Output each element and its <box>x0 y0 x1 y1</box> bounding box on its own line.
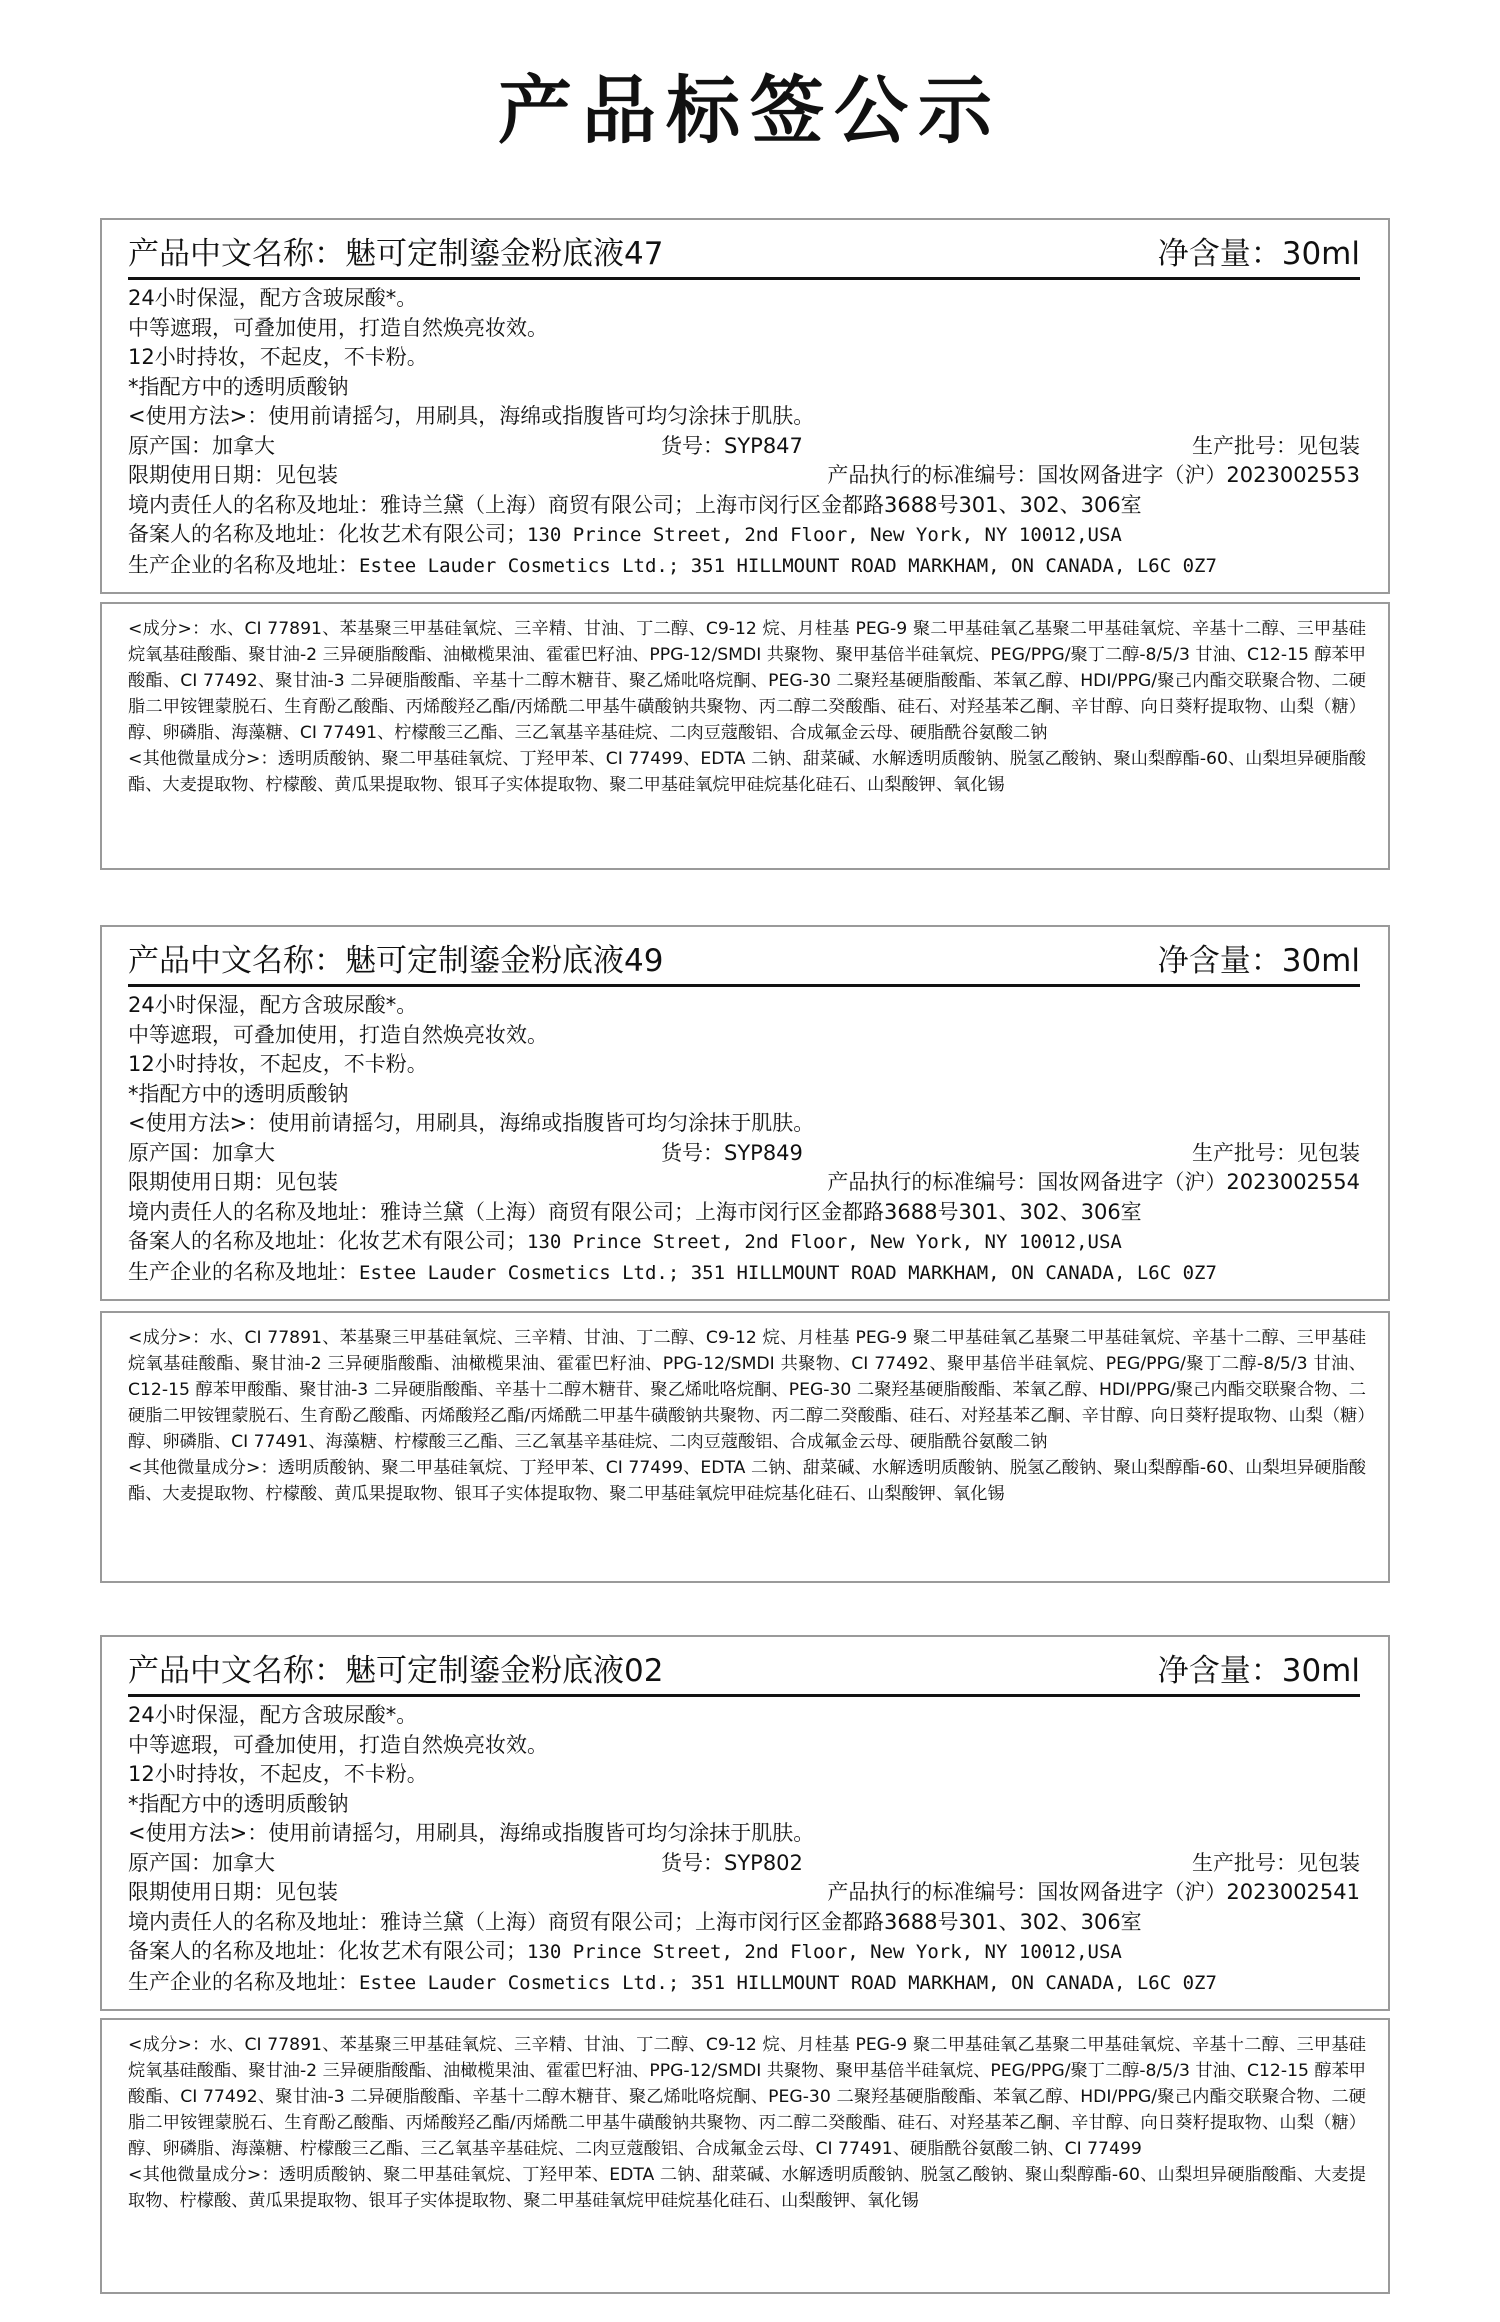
country-of-origin: 原产国：加拿大 <box>128 1850 275 1875</box>
page-title: 产品标签公示 <box>498 68 1002 154</box>
filer-info <box>128 1227 1360 1258</box>
expiry-date: 限期使用日期：见包装 <box>128 463 338 487</box>
origin-row <box>128 1139 1360 1169</box>
usage-instructions: <使用方法>：使用前请摇匀，用刷具，海绵或指腹皆可均匀涂抹于肌肤。 <box>128 1111 815 1135</box>
ingredients-box-47 <box>100 602 1390 870</box>
product-name: 产品中文名称：魅可定制鎏金粉底液49 <box>128 943 664 979</box>
domestic-responsible: 境内责任人的名称及地址：雅诗兰黛（上海）商贸有限公司；上海市闵行区金都路3688号301、302、306室 <box>128 492 1142 517</box>
manufacturer-info <box>128 1968 1360 1999</box>
net-content: 净含量：30ml <box>1157 236 1360 272</box>
label-header <box>128 941 1360 987</box>
manufacturer-info <box>128 551 1360 582</box>
net-content: 净含量：30ml <box>1157 943 1360 979</box>
trace-ingredients-list: <其他微量成分>：透明质酸钠、聚二甲基硅氧烷、丁羟甲苯、CI 77499、EDTA 二钠、甜菜碱、水解透明质酸钠、脱氢乙酸钠、聚山梨醇酯-60、山梨坦异硬脂酸酯、大麦提取物、柠檬酸、黄瓜果提取物、银耳子实体提取物、聚二甲基硅氧烷甲硅烷基化硅石、山梨酸钾、氧化锡 <box>128 749 1366 795</box>
item-number: 货号：SYP847 <box>661 433 803 458</box>
manufacturer-info <box>128 1258 1360 1289</box>
manufacturer-address: Estee Lauder Cosmetics Ltd.; 351 HILLMOUNT ROAD MARKHAM, ON CANADA, L6C 0Z7 <box>359 554 1217 577</box>
label-info-box <box>102 927 1388 1299</box>
filer-info <box>128 520 1360 551</box>
ingredients-box-49 <box>100 1311 1390 1583</box>
ingredients-list: <成分>：水、CI 77891、苯基聚三甲基硅氧烷、三辛精、甘油、丁二醇、C9-12 烷、月桂基 PEG-9 聚二甲基硅氧乙基聚二甲基硅氧烷、辛基十二醇、三甲基硅烷氧基硅酸酯、聚甘油-2 三异硬脂酸酯、油橄榄果油、霍霍巴籽油、PPG-12/SMDI 共聚物、聚甲基倍半硅氧烷、PEG/PPG/聚丁二醇-8/5/3 甘油、C12-15 醇苯甲酸酯、CI 77492、聚甘油-3 二异硬脂酸酯、辛基十二醇木糖苷、聚乙烯吡咯烷酮、PEG-30 二聚羟基硬脂酸酯、苯氧乙醇、HDI/PPG/聚己内酯交联聚合物、二硬脂二甲铵锂蒙脱石、生育酚乙酸酯、丙烯酸羟乙酯/丙烯酰二甲基牛磺酸钠共聚物、丙二醇二癸酸酯、硅石、对羟基苯乙酮、辛甘醇、向日葵籽提取物、山梨（糖）醇、卵磷脂、海藻糖、CI 77491、柠檬酸三乙酯、三乙氧基辛基硅烷、二肉豆蔻酸铝、合成氟金云母、硬脂酰谷氨酸二钠 <box>128 619 1366 743</box>
usage-instructions: <使用方法>：使用前请摇匀，用刷具，海绵或指腹皆可均匀涂抹于肌肤。 <box>128 1821 815 1845</box>
net-content: 净含量：30ml <box>1157 1653 1360 1689</box>
usage-instructions: <使用方法>：使用前请摇匀，用刷具，海绵或指腹皆可均匀涂抹于肌肤。 <box>128 404 815 428</box>
label-header <box>128 1651 1360 1697</box>
trace-ingredients-list: <其他微量成分>：透明质酸钠、聚二甲基硅氧烷、丁羟甲苯、CI 77499、EDTA 二钠、甜菜碱、水解透明质酸钠、脱氢乙酸钠、聚山梨醇酯-60、山梨坦异硬脂酸酯、大麦提取物、柠檬酸、黄瓜果提取物、银耳子实体提取物、聚二甲基硅氧烷甲硅烷基化硅石、山梨酸钾、氧化锡 <box>128 1458 1366 1504</box>
origin-row <box>128 432 1360 462</box>
filer-address: 130 Prince Street, 2nd Floor, New York, NY 10012,USA <box>527 1941 1122 1963</box>
expiry-row <box>128 1878 1360 1908</box>
expiry-row <box>128 1168 1360 1198</box>
batch-number: 生产批号：见包装 <box>1192 433 1360 458</box>
filer-info <box>128 1937 1360 1968</box>
expiry-date: 限期使用日期：见包装 <box>128 1170 338 1194</box>
claim-line: 中等遮瑕，可叠加使用，打造自然焕亮妆效。 <box>128 1022 548 1047</box>
filer-label: 备案人的名称及地址：化妆艺术有限公司； <box>128 1229 527 1253</box>
filer-address: 130 Prince Street, 2nd Floor, New York, NY 10012,USA <box>527 524 1122 546</box>
standard-number: 产品执行的标准编号：国妆网备进字（沪）2023002554 <box>827 1170 1360 1194</box>
ingredients-list: <成分>：水、CI 77891、苯基聚三甲基硅氧烷、三辛精、甘油、丁二醇、C9-12 烷、月桂基 PEG-9 聚二甲基硅氧乙基聚二甲基硅氧烷、辛基十二醇、三甲基硅烷氧基硅酸酯、聚甘油-2 三异硬脂酸酯、油橄榄果油、霍霍巴籽油、PPG-12/SMDI 共聚物、聚甲基倍半硅氧烷、PEG/PPG/聚丁二醇-8/5/3 甘油、C12-15 醇苯甲酸酯、CI 77492、聚甘油-3 二异硬脂酸酯、辛基十二醇木糖苷、聚乙烯吡咯烷酮、PEG-30 二聚羟基硬脂酸酯、苯氧乙醇、HDI/PPG/聚己内酯交联聚合物、二硬脂二甲铵锂蒙脱石、生育酚乙酸酯、丙烯酸羟乙酯/丙烯酰二甲基牛磺酸钠共聚物、丙二醇二癸酸酯、硅石、对羟基苯乙酮、辛甘醇、向日葵籽提取物、山梨（糖）醇、卵磷脂、海藻糖、柠檬酸三乙酯、三乙氧基辛基硅烷、二肉豆蔻酸铝、合成氟金云母、CI 77491、硬脂酰谷氨酸二钠、CI 77499 <box>128 2035 1366 2159</box>
manufacturer-address: Estee Lauder Cosmetics Ltd.; 351 HILLMOUNT ROAD MARKHAM, ON CANADA, L6C 0Z7 <box>359 1971 1217 1994</box>
claim-line: 12小时持妆，不起皮，不卡粉。 <box>128 345 428 369</box>
claim-footnote: *指配方中的透明质酸钠 <box>128 1081 349 1106</box>
claim-line: 中等遮瑕，可叠加使用，打造自然焕亮妆效。 <box>128 315 548 340</box>
standard-number: 产品执行的标准编号：国妆网备进字（沪）2023002553 <box>827 463 1360 487</box>
standard-number: 产品执行的标准编号：国妆网备进字（沪）2023002541 <box>827 1880 1360 1904</box>
filer-address: 130 Prince Street, 2nd Floor, New York, NY 10012,USA <box>527 1231 1122 1253</box>
claim-line: 24小时保湿，配方含玻尿酸*。 <box>128 993 418 1017</box>
item-number: 货号：SYP802 <box>661 1850 803 1875</box>
claim-line: 12小时持妆，不起皮，不卡粉。 <box>128 1762 428 1786</box>
product-name: 产品中文名称：魅可定制鎏金粉底液02 <box>128 1653 664 1689</box>
filer-label: 备案人的名称及地址：化妆艺术有限公司； <box>128 1939 527 1963</box>
manufacturer-label: 生产企业的名称及地址： <box>128 552 359 577</box>
country-of-origin: 原产国：加拿大 <box>128 1140 275 1165</box>
label-card-02 <box>100 1635 1390 2011</box>
batch-number: 生产批号：见包装 <box>1192 1850 1360 1875</box>
manufacturer-address: Estee Lauder Cosmetics Ltd.; 351 HILLMOUNT ROAD MARKHAM, ON CANADA, L6C 0Z7 <box>359 1261 1217 1284</box>
product-name: 产品中文名称：魅可定制鎏金粉底液47 <box>128 236 664 272</box>
batch-number: 生产批号：见包装 <box>1192 1140 1360 1165</box>
expiry-date: 限期使用日期：见包装 <box>128 1880 338 1904</box>
label-info-box <box>102 1637 1388 2009</box>
claim-footnote: *指配方中的透明质酸钠 <box>128 1791 349 1816</box>
country-of-origin: 原产国：加拿大 <box>128 433 275 458</box>
domestic-responsible: 境内责任人的名称及地址：雅诗兰黛（上海）商贸有限公司；上海市闵行区金都路3688号301、302、306室 <box>128 1199 1142 1224</box>
claim-line: 24小时保湿，配方含玻尿酸*。 <box>128 1703 418 1727</box>
label-info-box <box>102 220 1388 592</box>
manufacturer-label: 生产企业的名称及地址： <box>128 1969 359 1994</box>
manufacturer-label: 生产企业的名称及地址： <box>128 1259 359 1284</box>
item-number: 货号：SYP849 <box>661 1140 803 1165</box>
claim-line: 中等遮瑕，可叠加使用，打造自然焕亮妆效。 <box>128 1732 548 1757</box>
label-card-47 <box>100 218 1390 594</box>
filer-label: 备案人的名称及地址：化妆艺术有限公司； <box>128 522 527 546</box>
claim-line: 24小时保湿，配方含玻尿酸*。 <box>128 286 418 310</box>
ingredients-list: <成分>：水、CI 77891、苯基聚三甲基硅氧烷、三辛精、甘油、丁二醇、C9-12 烷、月桂基 PEG-9 聚二甲基硅氧乙基聚二甲基硅氧烷、辛基十二醇、三甲基硅烷氧基硅酸酯、聚甘油-2 三异硬脂酸酯、油橄榄果油、霍霍巴籽油、PPG-12/SMDI 共聚物、CI 77492、聚甲基倍半硅氧烷、PEG/PPG/聚丁二醇-8/5/3 甘油、C12-15 醇苯甲酸酯、聚甘油-3 二异硬脂酸酯、辛基十二醇木糖苷、聚乙烯吡咯烷酮、PEG-30 二聚羟基硬脂酸酯、苯氧乙醇、HDI/PPG/聚己内酯交联聚合物、二硬脂二甲铵锂蒙脱石、生育酚乙酸酯、丙烯酸羟乙酯/丙烯酰二甲基牛磺酸钠共聚物、丙二醇二癸酸酯、硅石、对羟基苯乙酮、辛甘醇、向日葵籽提取物、山梨（糖）醇、卵磷脂、CI 77491、海藻糖、柠檬酸三乙酯、三乙氧基辛基硅烷、二肉豆蔻酸铝、合成氟金云母、硬脂酰谷氨酸二钠 <box>128 1328 1366 1452</box>
origin-row <box>128 1849 1360 1879</box>
label-card-49 <box>100 925 1390 1301</box>
ingredients-box-02 <box>100 2018 1390 2294</box>
domestic-responsible: 境内责任人的名称及地址：雅诗兰黛（上海）商贸有限公司；上海市闵行区金都路3688号301、302、306室 <box>128 1909 1142 1934</box>
claim-footnote: *指配方中的透明质酸钠 <box>128 374 349 399</box>
label-header <box>128 234 1360 280</box>
trace-ingredients-list: <其他微量成分>：透明质酸钠、聚二甲基硅氧烷、丁羟甲苯、EDTA 二钠、甜菜碱、水解透明质酸钠、脱氢乙酸钠、聚山梨醇酯-60、山梨坦异硬脂酸酯、大麦提取物、柠檬酸、黄瓜果提取物、银耳子实体提取物、聚二甲基硅氧烷甲硅烷基化硅石、山梨酸钾、氧化锡 <box>128 2165 1366 2211</box>
claim-line: 12小时持妆，不起皮，不卡粉。 <box>128 1052 428 1076</box>
expiry-row <box>128 461 1360 491</box>
